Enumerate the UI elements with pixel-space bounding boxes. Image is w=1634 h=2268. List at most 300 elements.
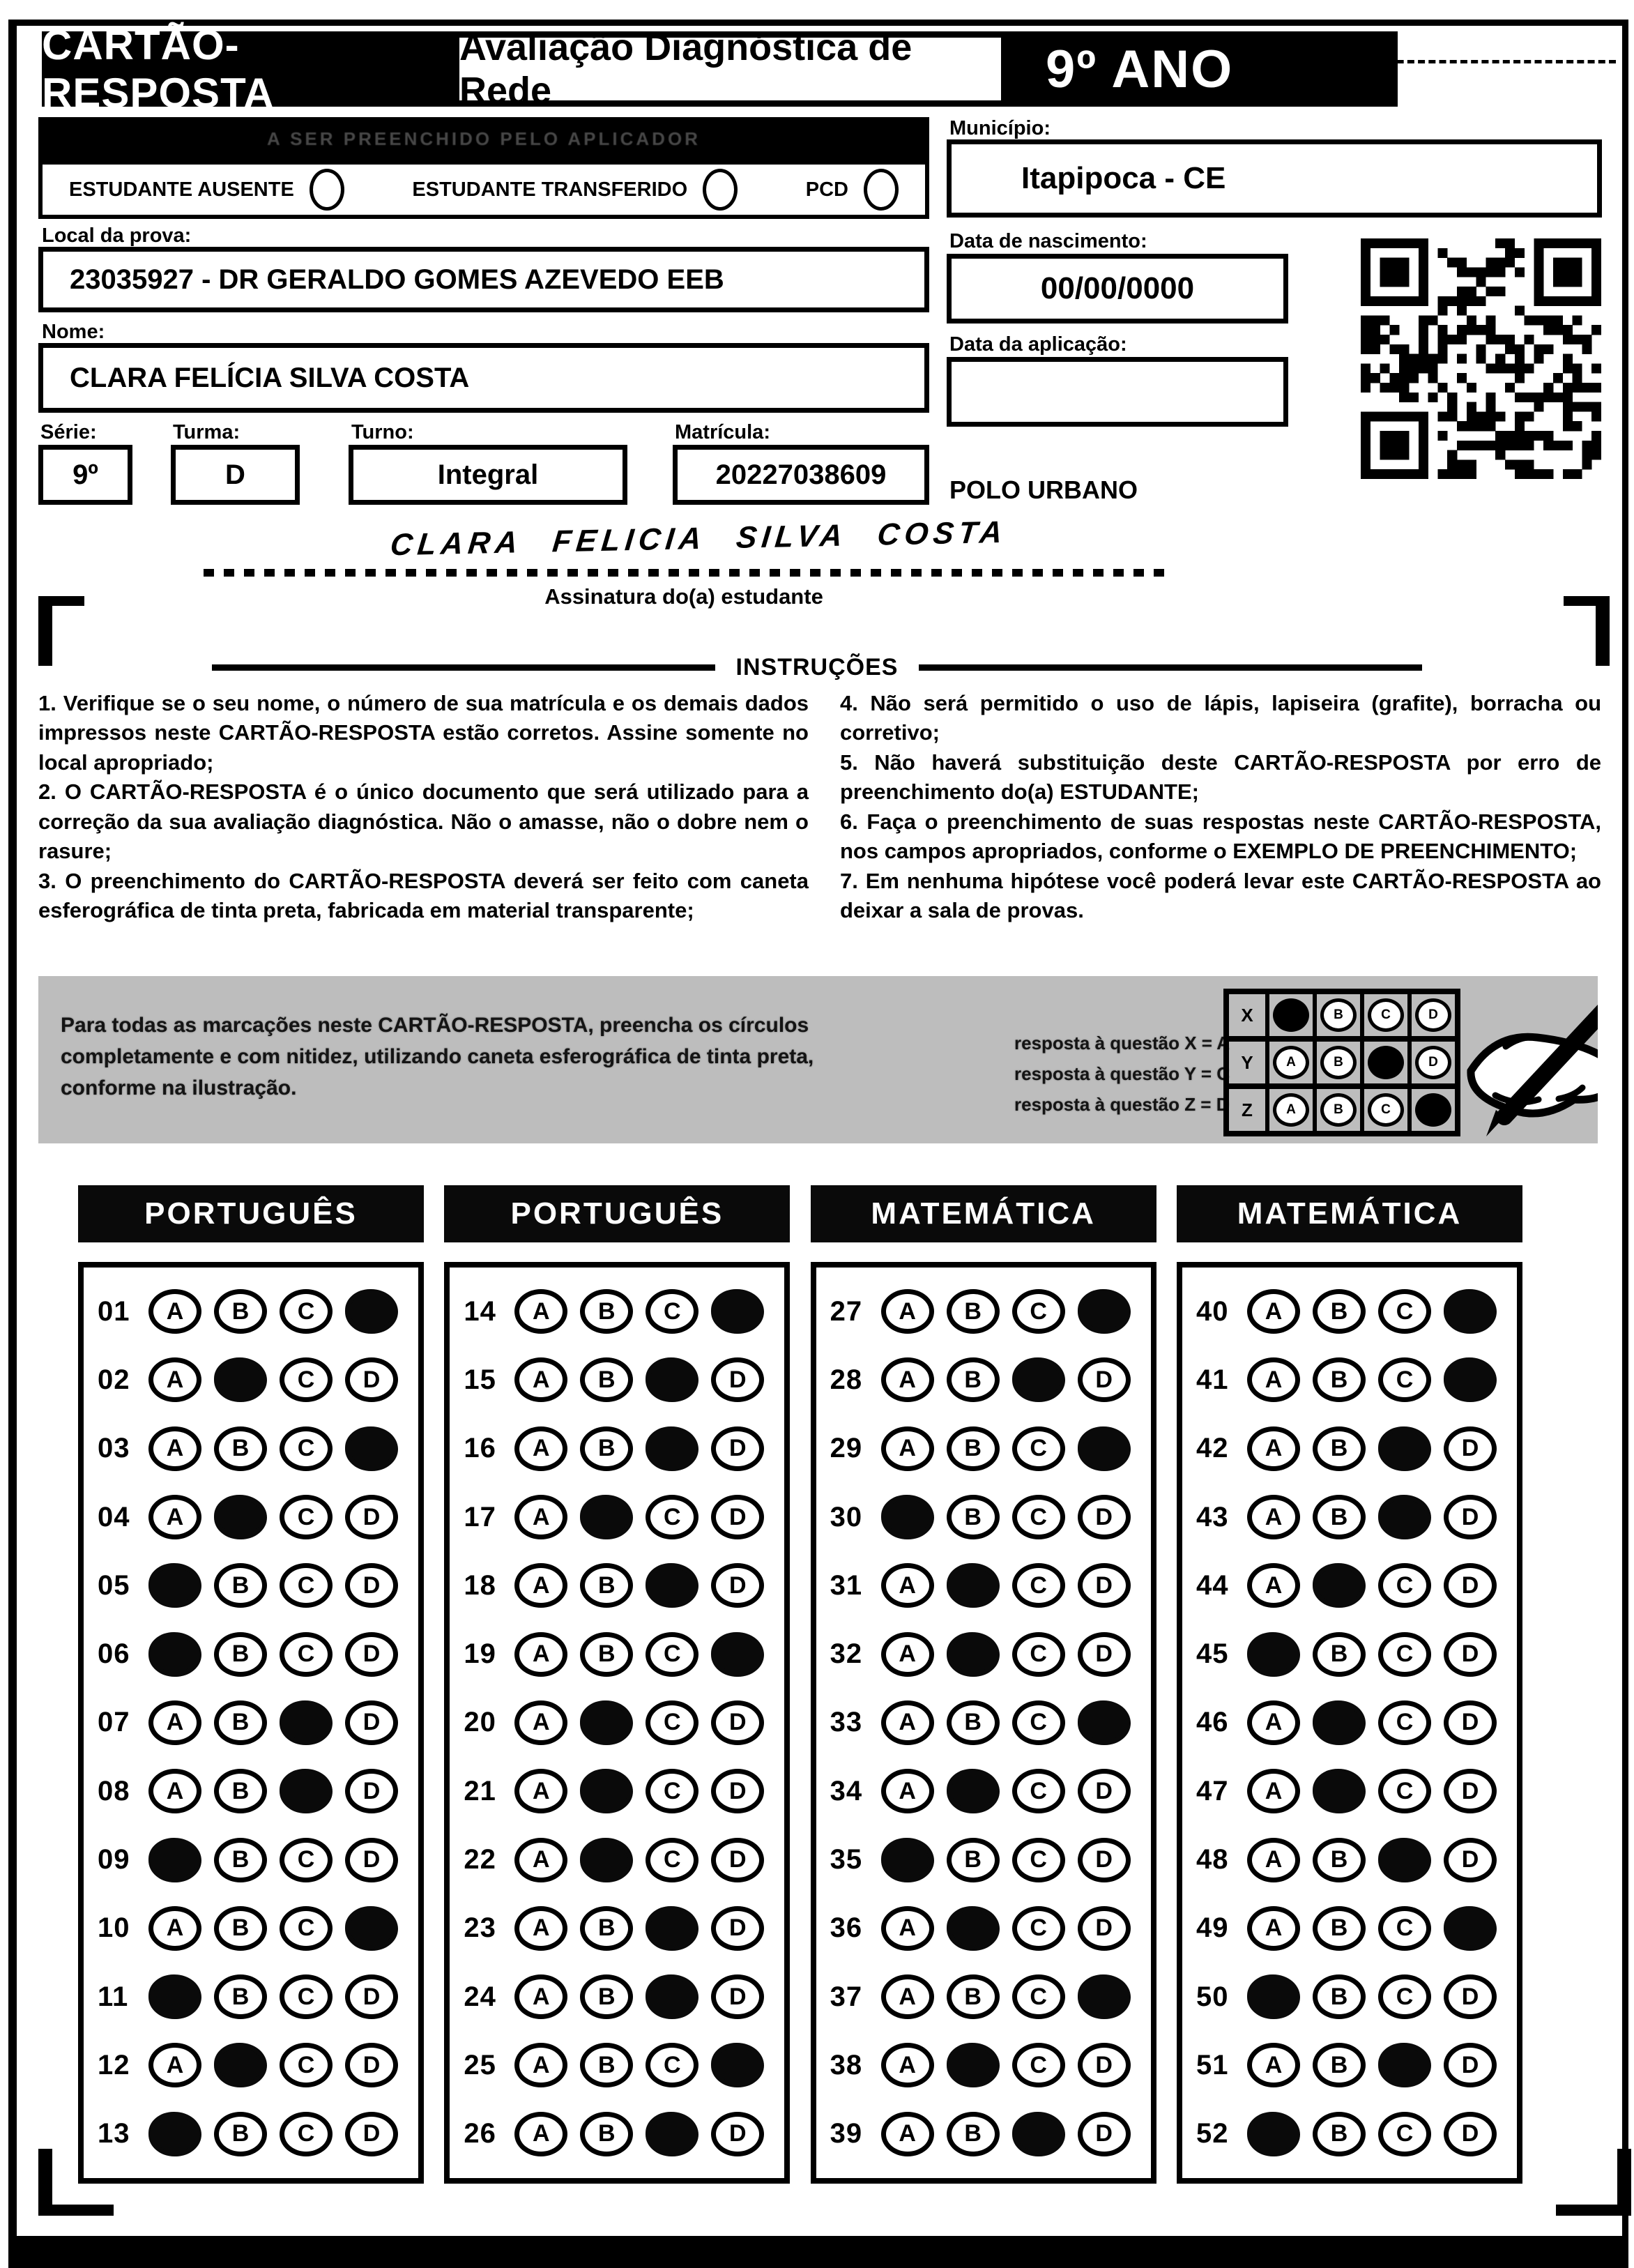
question-row-23 — [464, 1906, 770, 1951]
answer-bubble-q49-D-marked[interactable] — [1444, 1906, 1497, 1951]
answer-bubble-q39-A[interactable]: A — [881, 2112, 934, 2156]
example-cell — [1317, 994, 1364, 1036]
answer-bubble-q31-B-marked[interactable] — [947, 1563, 1000, 1608]
answer-bubble-q40-C[interactable]: C — [1378, 1289, 1431, 1334]
answer-bubble-q01-C[interactable]: C — [280, 1289, 333, 1334]
answer-bubble-q51-B[interactable]: B — [1313, 2043, 1366, 2087]
example-legend — [1014, 1028, 1230, 1120]
question-row-29 — [830, 1426, 1137, 1471]
example-row-label: X — [1229, 994, 1269, 1036]
answer-bubble-q29-A[interactable]: A — [881, 1426, 934, 1471]
answer-bubble-q43-B[interactable]: B — [1313, 1495, 1366, 1539]
answer-bubble-q47-C[interactable]: C — [1378, 1769, 1431, 1813]
question-number: 33 — [830, 1707, 863, 1738]
example-text: Para todas as marcações neste CARTÃO-RESPOSTA, preencha os círculos completamente e com nitidez, utilizando caneta esferográfica de tinta preta, conforme na ilustração. — [61, 1014, 814, 1099]
question-number: 52 — [1196, 2118, 1229, 2149]
answer-bubble-q21-A[interactable]: A — [514, 1769, 567, 1813]
answer-bubble-q26-D[interactable]: D — [711, 2112, 764, 2156]
question-row-47 — [1196, 1769, 1503, 1813]
answer-bubble-q38-A[interactable]: A — [881, 2043, 934, 2087]
question-number: 26 — [464, 2118, 496, 2149]
answer-bubble-q50-D[interactable]: D — [1444, 1974, 1497, 2019]
answer-bubble-q39-B[interactable]: B — [947, 2112, 1000, 2156]
status-item-transferido — [412, 169, 738, 211]
answer-bubble-q40-B[interactable]: B — [1313, 1289, 1366, 1334]
example-bubble-X-A-marked — [1273, 998, 1309, 1032]
question-row-20 — [464, 1700, 770, 1745]
answer-bubble-q51-D[interactable]: D — [1444, 2043, 1497, 2087]
status-item-ausente — [69, 169, 344, 211]
answer-bubble-q07-D[interactable]: D — [345, 1700, 398, 1745]
answer-bubble-q32-A[interactable]: A — [881, 1632, 934, 1677]
legend-line: resposta à questão Y = C — [1014, 1063, 1230, 1085]
pcd-bubble[interactable] — [864, 169, 899, 211]
matricula-field: 20227038609 — [673, 445, 929, 505]
answer-bubble-q51-C-marked[interactable] — [1378, 2043, 1431, 2087]
answer-bubble-q41-D-marked[interactable] — [1444, 1357, 1497, 1402]
example-bubble-X-C: C — [1368, 998, 1404, 1032]
answer-bubble-q15-B[interactable]: B — [580, 1357, 633, 1402]
answer-bubble-q12-D[interactable]: D — [345, 2043, 398, 2087]
question-row-19 — [464, 1632, 770, 1677]
answer-bubble-q18-D[interactable]: D — [711, 1563, 764, 1608]
answer-bubble-q52-D[interactable]: D — [1444, 2112, 1497, 2156]
answer-bubble-q19-D-marked[interactable] — [711, 1632, 764, 1677]
answer-bubble-q09-D[interactable]: D — [345, 1838, 398, 1882]
answer-bubble-q05-C[interactable]: C — [280, 1563, 333, 1608]
municipio-field: Itapipoca - CE — [947, 139, 1602, 218]
answer-bubble-q12-C[interactable]: C — [280, 2043, 333, 2087]
answer-bubble-q19-B[interactable]: B — [580, 1632, 633, 1677]
question-row-43 — [1196, 1495, 1503, 1539]
answer-bubble-q17-D[interactable]: D — [711, 1495, 764, 1539]
answer-bubble-q52-B[interactable]: B — [1313, 2112, 1366, 2156]
question-number: 10 — [98, 1912, 130, 1944]
answer-bubble-q43-D[interactable]: D — [1444, 1495, 1497, 1539]
answer-bubble-q37-D-marked[interactable] — [1078, 1974, 1131, 2019]
question-number: 47 — [1196, 1775, 1229, 1806]
question-row-16 — [464, 1426, 770, 1471]
answer-bubble-q42-D[interactable]: D — [1444, 1426, 1497, 1471]
answer-bubble-q49-C[interactable]: C — [1378, 1906, 1431, 1951]
answer-bubble-q44-B-marked[interactable] — [1313, 1563, 1366, 1608]
answer-bubble-q03-D-marked[interactable] — [345, 1426, 398, 1471]
answer-bubble-q31-A[interactable]: A — [881, 1563, 934, 1608]
answer-bubble-q35-B[interactable]: B — [947, 1838, 1000, 1882]
answer-bubble-q05-A-marked[interactable] — [148, 1563, 201, 1608]
question-row-14 — [464, 1289, 770, 1334]
local-label: Local da prova: — [42, 224, 192, 247]
answer-bubble-q41-C[interactable]: C — [1378, 1357, 1431, 1402]
answer-bubble-q28-D[interactable]: D — [1078, 1357, 1131, 1402]
answer-bubble-q14-B[interactable]: B — [580, 1289, 633, 1334]
answer-bubble-q20-A[interactable]: A — [514, 1700, 567, 1745]
answer-bubble-q46-C[interactable]: C — [1378, 1700, 1431, 1745]
question-number: 21 — [464, 1775, 496, 1806]
answer-bubble-q45-D[interactable]: D — [1444, 1632, 1497, 1677]
answer-bubble-q22-A[interactable]: A — [514, 1838, 567, 1882]
nome-label: Nome: — [42, 321, 105, 343]
answer-bubble-q21-D[interactable]: D — [711, 1769, 764, 1813]
legend-line: resposta à questão X = A — [1014, 1033, 1230, 1053]
answer-bubble-q29-B[interactable]: B — [947, 1426, 1000, 1471]
answer-bubble-q32-B-marked[interactable] — [947, 1632, 1000, 1677]
answer-bubble-q29-D-marked[interactable] — [1078, 1426, 1131, 1471]
answer-bubble-q33-B[interactable]: B — [947, 1700, 1000, 1745]
answer-bubble-q04-A[interactable]: A — [148, 1495, 201, 1539]
answer-bubble-q33-C[interactable]: C — [1012, 1700, 1065, 1745]
answer-bubble-q14-D-marked[interactable] — [711, 1289, 764, 1334]
answer-bubble-q13-D[interactable]: D — [345, 2112, 398, 2156]
answer-bubble-q31-C[interactable]: C — [1012, 1563, 1065, 1608]
answer-bubble-q27-B[interactable]: B — [947, 1289, 1000, 1334]
answer-bubble-q37-C[interactable]: C — [1012, 1974, 1065, 2019]
question-number: 32 — [830, 1638, 863, 1670]
answer-bubble-q38-C[interactable]: C — [1012, 2043, 1065, 2087]
answer-bubble-q46-D[interactable]: D — [1444, 1700, 1497, 1745]
ausente-bubble[interactable] — [310, 169, 344, 211]
answer-bubble-q32-C[interactable]: C — [1012, 1632, 1065, 1677]
question-number: 39 — [830, 2118, 863, 2149]
answer-bubble-q27-C[interactable]: C — [1012, 1289, 1065, 1334]
answer-bubble-q50-B[interactable]: B — [1313, 1974, 1366, 2019]
answer-bubble-q05-B[interactable]: B — [214, 1563, 267, 1608]
answer-bubble-q11-D[interactable]: D — [345, 1974, 398, 2019]
answer-bubble-q11-B[interactable]: B — [214, 1974, 267, 2019]
answer-bubble-q30-A-marked[interactable] — [881, 1495, 934, 1539]
answer-bubble-q34-D[interactable]: D — [1078, 1769, 1131, 1813]
example-band — [38, 976, 1598, 1143]
answer-bubble-q32-D[interactable]: D — [1078, 1632, 1131, 1677]
answer-bubble-q14-A[interactable]: A — [514, 1289, 567, 1334]
answer-bubble-q06-C[interactable]: C — [280, 1632, 333, 1677]
answer-bubble-q02-C[interactable]: C — [280, 1357, 333, 1402]
answer-bubble-q22-B-marked[interactable] — [580, 1838, 633, 1882]
answer-bubble-q20-C[interactable]: C — [646, 1700, 698, 1745]
answer-bubble-q38-B-marked[interactable] — [947, 2043, 1000, 2087]
aplicacao-label: Data da aplicação: — [949, 333, 1127, 356]
answer-bubble-q07-A[interactable]: A — [148, 1700, 201, 1745]
answer-bubble-q15-D[interactable]: D — [711, 1357, 764, 1402]
answer-bubble-q16-C-marked[interactable] — [646, 1426, 698, 1471]
answer-bubble-q49-B[interactable]: B — [1313, 1906, 1366, 1951]
answer-bubble-q36-A[interactable]: A — [881, 1906, 934, 1951]
answer-bubble-q16-A[interactable]: A — [514, 1426, 567, 1471]
answer-bubble-q36-D[interactable]: D — [1078, 1906, 1131, 1951]
answer-bubble-q50-C[interactable]: C — [1378, 1974, 1431, 2019]
answer-bubble-q06-D[interactable]: D — [345, 1632, 398, 1677]
example-row-Y — [1229, 1042, 1455, 1089]
answer-bubble-q47-A[interactable]: A — [1247, 1769, 1300, 1813]
answer-bubble-q28-B[interactable]: B — [947, 1357, 1000, 1402]
question-row-22 — [464, 1838, 770, 1882]
answer-bubble-q44-A[interactable]: A — [1247, 1563, 1300, 1608]
question-row-46 — [1196, 1700, 1503, 1745]
answer-bubble-q43-A[interactable]: A — [1247, 1495, 1300, 1539]
answer-bubble-q04-C[interactable]: C — [280, 1495, 333, 1539]
status-label: PCD — [805, 178, 848, 201]
answer-bubble-q41-A[interactable]: A — [1247, 1357, 1300, 1402]
answer-bubble-q20-B-marked[interactable] — [580, 1700, 633, 1745]
answer-bubble-q44-C[interactable]: C — [1378, 1563, 1431, 1608]
example-row-X — [1229, 994, 1455, 1042]
question-number: 07 — [98, 1707, 130, 1738]
answer-bubble-q16-B[interactable]: B — [580, 1426, 633, 1471]
question-number: 31 — [830, 1569, 863, 1601]
answer-bubble-q08-B[interactable]: B — [214, 1769, 267, 1813]
example-bubble-Z-A: A — [1273, 1093, 1309, 1127]
answer-bubble-q37-A[interactable]: A — [881, 1974, 934, 2019]
status-label: ESTUDANTE AUSENTE — [69, 178, 294, 201]
answer-bubble-q23-A[interactable]: A — [514, 1906, 567, 1951]
answer-bubble-q35-C[interactable]: C — [1012, 1838, 1065, 1882]
bubble-box — [78, 1262, 424, 2184]
question-row-27 — [830, 1289, 1137, 1334]
answer-bubble-q26-B[interactable]: B — [580, 2112, 633, 2156]
answer-bubble-q38-D[interactable]: D — [1078, 2043, 1131, 2087]
answer-bubble-q48-C-marked[interactable] — [1378, 1838, 1431, 1882]
answer-bubble-q52-C[interactable]: C — [1378, 2112, 1431, 2156]
instructions-right-column — [840, 689, 1601, 926]
question-row-45 — [1196, 1632, 1503, 1677]
grade-badge: 9º ANO — [1007, 31, 1398, 107]
answer-bubble-q24-A[interactable]: A — [514, 1974, 567, 2019]
answer-bubble-q17-A[interactable]: A — [514, 1495, 567, 1539]
answer-bubble-q28-A[interactable]: A — [881, 1357, 934, 1402]
answer-bubble-q45-C[interactable]: C — [1378, 1632, 1431, 1677]
answer-bubble-q12-A[interactable]: A — [148, 2043, 201, 2087]
answer-bubble-q08-D[interactable]: D — [345, 1769, 398, 1813]
answer-bubble-q49-A[interactable]: A — [1247, 1906, 1300, 1951]
question-row-41 — [1196, 1357, 1503, 1402]
question-number: 11 — [98, 1981, 129, 2012]
answer-bubble-q18-B[interactable]: B — [580, 1563, 633, 1608]
bubble-box — [811, 1262, 1156, 2184]
answer-bubble-q34-A[interactable]: A — [881, 1769, 934, 1813]
answer-bubble-q39-D[interactable]: D — [1078, 2112, 1131, 2156]
answer-bubble-q10-D-marked[interactable] — [345, 1906, 398, 1951]
status-label: ESTUDANTE TRANSFERIDO — [412, 178, 688, 201]
answer-bubble-q01-D-marked[interactable] — [345, 1289, 398, 1334]
answer-bubble-q03-B[interactable]: B — [214, 1426, 267, 1471]
answer-bubble-q23-C-marked[interactable] — [646, 1906, 698, 1951]
matricula-label: Matrícula: — [675, 421, 770, 443]
example-bubble-X-B: B — [1320, 998, 1357, 1032]
answer-bubble-q01-A[interactable]: A — [148, 1289, 201, 1334]
answer-bubble-q24-B[interactable]: B — [580, 1974, 633, 2019]
answer-bubble-q08-A[interactable]: A — [148, 1769, 201, 1813]
answer-bubble-q48-A[interactable]: A — [1247, 1838, 1300, 1882]
answer-bubble-q09-A-marked[interactable] — [148, 1838, 201, 1882]
question-number: 30 — [830, 1501, 863, 1532]
instruction-item: 6. Faça o preenchimento de suas respostas neste CARTÃO-RESPOSTA, nos campos apropriados, conforme o EXEMPLO DE PREENCHIMENTO; — [840, 809, 1601, 864]
answer-bubble-q34-B-marked[interactable] — [947, 1769, 1000, 1813]
answer-bubble-q10-B[interactable]: B — [214, 1906, 267, 1951]
nome-field: CLARA FELÍCIA SILVA COSTA — [38, 343, 929, 413]
answer-bubble-q40-D-marked[interactable] — [1444, 1289, 1497, 1334]
question-number: 02 — [98, 1364, 130, 1395]
answer-bubble-q21-C[interactable]: C — [646, 1769, 698, 1813]
answer-bubble-q36-C[interactable]: C — [1012, 1906, 1065, 1951]
example-cell — [1317, 1089, 1364, 1131]
answer-bubble-q16-D[interactable]: D — [711, 1426, 764, 1471]
answer-bubble-q44-D[interactable]: D — [1444, 1563, 1497, 1608]
answer-bubble-q13-A-marked[interactable] — [148, 2112, 201, 2156]
answer-bubble-q46-B-marked[interactable] — [1313, 1700, 1366, 1745]
question-number: 37 — [830, 1981, 863, 2012]
answer-bubble-q35-D[interactable]: D — [1078, 1838, 1131, 1882]
answer-bubble-q36-B-marked[interactable] — [947, 1906, 1000, 1951]
answer-bubble-q43-C-marked[interactable] — [1378, 1495, 1431, 1539]
answer-bubble-q41-B[interactable]: B — [1313, 1357, 1366, 1402]
answer-bubble-q07-B[interactable]: B — [214, 1700, 267, 1745]
transferido-bubble[interactable] — [703, 169, 738, 211]
answer-bubble-q11-A-marked[interactable] — [148, 1974, 201, 2019]
answer-bubble-q24-D[interactable]: D — [711, 1974, 764, 2019]
turno-label: Turno: — [351, 421, 414, 443]
answer-bubble-q09-C[interactable]: C — [280, 1838, 333, 1882]
question-number: 12 — [98, 2049, 130, 2080]
example-bubble-Y-B: B — [1320, 1046, 1357, 1079]
answer-bubble-q13-C[interactable]: C — [280, 2112, 333, 2156]
question-number: 18 — [464, 1569, 496, 1601]
answer-bubble-q26-C-marked[interactable] — [646, 2112, 698, 2156]
answer-bubble-q20-D[interactable]: D — [711, 1700, 764, 1745]
question-number: 27 — [830, 1295, 863, 1327]
answer-bubble-q02-B-marked[interactable] — [214, 1357, 267, 1402]
instructions-title: INSTRUÇÕES — [735, 654, 899, 680]
answer-bubble-q02-A[interactable]: A — [148, 1357, 201, 1402]
answer-bubble-q24-C-marked[interactable] — [646, 1974, 698, 2019]
question-number: 14 — [464, 1295, 496, 1327]
question-number: 06 — [98, 1638, 130, 1670]
polo-label: POLO URBANO — [949, 475, 1138, 504]
question-row-13 — [98, 2112, 404, 2156]
answer-bubble-q22-D[interactable]: D — [711, 1838, 764, 1882]
answer-bubble-q27-D-marked[interactable] — [1078, 1289, 1131, 1334]
answer-bubble-q25-C[interactable]: C — [646, 2043, 698, 2087]
answer-bubble-q05-D[interactable]: D — [345, 1563, 398, 1608]
answer-bubble-q42-C-marked[interactable] — [1378, 1426, 1431, 1471]
answer-bubble-q18-A[interactable]: A — [514, 1563, 567, 1608]
answer-bubble-q10-C[interactable]: C — [280, 1906, 333, 1951]
answer-bubble-q19-A[interactable]: A — [514, 1632, 567, 1677]
example-cell — [1364, 1089, 1412, 1131]
example-bubble-Y-D: D — [1415, 1046, 1451, 1079]
answer-bubble-q03-A[interactable]: A — [148, 1426, 201, 1471]
answer-bubble-q47-D[interactable]: D — [1444, 1769, 1497, 1813]
answer-bubble-q09-B[interactable]: B — [214, 1838, 267, 1882]
answer-bubble-q45-B[interactable]: B — [1313, 1632, 1366, 1677]
answer-bubble-q13-B[interactable]: B — [214, 2112, 267, 2156]
answer-bubble-q22-C[interactable]: C — [646, 1838, 698, 1882]
answer-bubble-q15-A[interactable]: A — [514, 1357, 567, 1402]
answer-bubble-q17-B-marked[interactable] — [580, 1495, 633, 1539]
question-row-04 — [98, 1495, 404, 1539]
answer-bubble-q03-C[interactable]: C — [280, 1426, 333, 1471]
answer-bubble-q27-A[interactable]: A — [881, 1289, 934, 1334]
answer-bubble-q48-B[interactable]: B — [1313, 1838, 1366, 1882]
answer-bubble-q07-C-marked[interactable] — [280, 1700, 333, 1745]
signature-line — [204, 569, 1164, 577]
answer-bubble-q48-D[interactable]: D — [1444, 1838, 1497, 1882]
answer-bubble-q30-B[interactable]: B — [947, 1495, 1000, 1539]
example-cell — [1269, 994, 1317, 1036]
instruction-item: 7. Em nenhuma hipótese você poderá levar este CARTÃO-RESPOSTA ao deixar a sala de provas. — [840, 868, 1601, 923]
answer-bubble-q28-C-marked[interactable] — [1012, 1357, 1065, 1402]
answer-bubble-q04-D[interactable]: D — [345, 1495, 398, 1539]
question-row-48 — [1196, 1838, 1503, 1882]
answer-bubble-q33-A[interactable]: A — [881, 1700, 934, 1745]
answer-bubble-q30-D[interactable]: D — [1078, 1495, 1131, 1539]
answer-bubble-q21-B-marked[interactable] — [580, 1769, 633, 1813]
answer-bubble-q08-C-marked[interactable] — [280, 1769, 333, 1813]
answer-bubble-q23-D[interactable]: D — [711, 1906, 764, 1951]
answer-bubble-q06-A-marked[interactable] — [148, 1632, 201, 1677]
example-bubble-Y-C-marked — [1368, 1046, 1404, 1079]
answer-bubble-q01-B[interactable]: B — [214, 1289, 267, 1334]
question-row-15 — [464, 1357, 770, 1402]
answer-bubble-q19-C[interactable]: C — [646, 1632, 698, 1677]
answer-bubble-q33-D-marked[interactable] — [1078, 1700, 1131, 1745]
answer-bubble-q37-B[interactable]: B — [947, 1974, 1000, 2019]
answer-bubble-q04-B-marked[interactable] — [214, 1495, 267, 1539]
question-row-17 — [464, 1495, 770, 1539]
answer-bubble-q39-C-marked[interactable] — [1012, 2112, 1065, 2156]
answer-bubble-q35-A-marked[interactable] — [881, 1838, 934, 1882]
qr-code — [1361, 238, 1601, 479]
legend-line: resposta à questão Z = D — [1014, 1094, 1230, 1116]
answer-bubble-q45-A-marked[interactable] — [1247, 1632, 1300, 1677]
answer-bubble-q15-C-marked[interactable] — [646, 1357, 698, 1402]
answer-bubble-q25-B[interactable]: B — [580, 2043, 633, 2087]
answer-bubble-q02-D[interactable]: D — [345, 1357, 398, 1402]
answer-bubble-q30-C[interactable]: C — [1012, 1495, 1065, 1539]
question-row-05 — [98, 1563, 404, 1608]
answer-bubble-q47-B-marked[interactable] — [1313, 1769, 1366, 1813]
local-field: 23035927 - DR GERALDO GOMES AZEVEDO EEB — [38, 247, 929, 312]
answer-bubble-q29-C[interactable]: C — [1012, 1426, 1065, 1471]
answer-bubble-q40-A[interactable]: A — [1247, 1289, 1300, 1334]
answer-bubble-q11-C[interactable]: C — [280, 1974, 333, 2019]
instructions-left-column — [38, 689, 809, 926]
answer-bubble-q42-A[interactable]: A — [1247, 1426, 1300, 1471]
answer-bubble-q34-C[interactable]: C — [1012, 1769, 1065, 1813]
answer-bubble-q06-B[interactable]: B — [214, 1632, 267, 1677]
answer-bubble-q10-A[interactable]: A — [148, 1906, 201, 1951]
answer-bubble-q26-A[interactable]: A — [514, 2112, 567, 2156]
answer-bubble-q25-D-marked[interactable] — [711, 2043, 764, 2087]
question-row-39 — [830, 2112, 1137, 2156]
question-number: 09 — [98, 1844, 130, 1875]
answer-bubble-q31-D[interactable]: D — [1078, 1563, 1131, 1608]
answer-bubble-q42-B[interactable]: B — [1313, 1426, 1366, 1471]
answer-bubble-q25-A[interactable]: A — [514, 2043, 567, 2087]
answer-bubble-q18-C-marked[interactable] — [646, 1563, 698, 1608]
answer-bubble-q23-B[interactable]: B — [580, 1906, 633, 1951]
answer-bubble-q14-C[interactable]: C — [646, 1289, 698, 1334]
question-row-18 — [464, 1563, 770, 1608]
answer-bubble-q46-A[interactable]: A — [1247, 1700, 1300, 1745]
answer-bubble-q50-A-marked[interactable] — [1247, 1974, 1300, 2019]
answer-bubble-q17-C[interactable]: C — [646, 1495, 698, 1539]
answer-bubble-q52-A-marked[interactable] — [1247, 2112, 1300, 2156]
crop-mark-bottom-right — [1556, 2149, 1631, 2216]
municipio-label: Município: — [949, 117, 1051, 139]
question-row-01 — [98, 1289, 404, 1334]
answer-bubble-q12-B-marked[interactable] — [214, 2043, 267, 2087]
answer-bubble-q51-A[interactable]: A — [1247, 2043, 1300, 2087]
